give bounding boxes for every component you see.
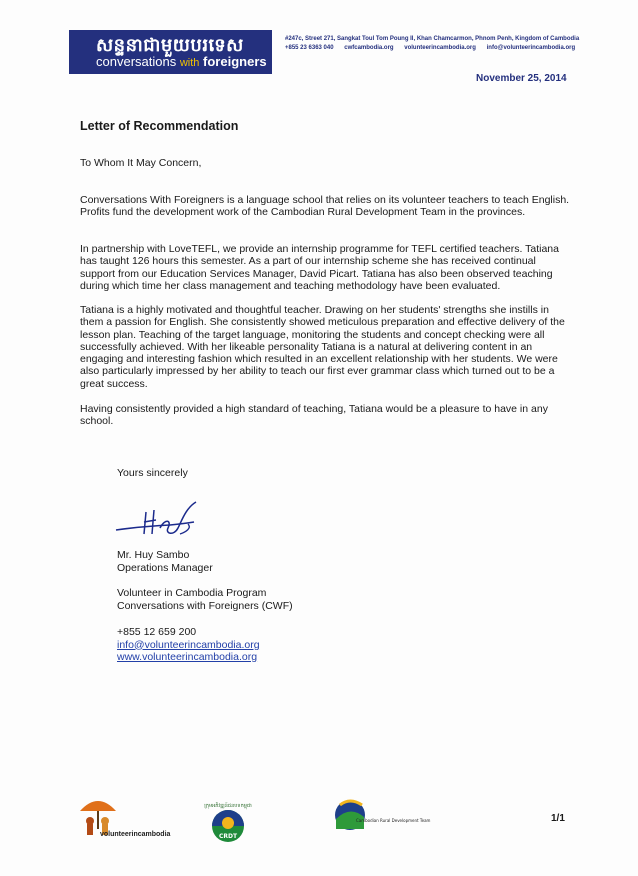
rural-development-logo xyxy=(332,795,431,841)
paragraph-3: Tatiana is a highly motivated and thoughtful teacher. Drawing on her students' strengths she instills in them a passion for English. She consistently showed meticulous preparation and effective delivery of the lesson plan. Teaching of the target language, monitoring the students and concept checking were all successfully achieved. With her likeable personality Tatiana is a natural at delivering content in an engaging and interesting fashion which resulted in an excellent relationship with her students. We were also particularly impressed by her ability to teach our first ever grammar class which turned out to be a great success. xyxy=(80,304,565,390)
paragraph-4: Having consistently provided a high standard of teaching, Tatiana would be a pleasure to have in any school. xyxy=(80,403,548,428)
handwritten-signature xyxy=(110,498,200,544)
signer-title: Operations Manager xyxy=(117,561,213,574)
crdt-logo-khmer: ក្រុមអភិវឌ្ឍន៍ជនបទកម្ពុជា xyxy=(204,803,252,809)
header-phone: +855 23 6363 040 xyxy=(285,45,334,51)
header-email: info@volunteerincambodia.org xyxy=(486,45,576,51)
letter-date: November 25, 2014 xyxy=(476,73,567,84)
logo-word-conversations: conversations xyxy=(96,54,177,69)
rural-dev-logo-text: Cambodian Rural Development Team xyxy=(356,818,431,823)
volunteer-logo-text: volunteerincambodia xyxy=(100,831,171,838)
org-line-2: Conversations with Foreigners (CWF) xyxy=(117,599,293,612)
logo-word-foreigners: foreigners xyxy=(203,54,267,69)
paragraph-2: In partnership with LoveTEFL, we provide an internship programme for TEFL certified teachers. Tatiana has taught 126 hours this semester. As a part of our internship scheme she has received continual support from our Education Services Manager, David Picart. Tatiana has also been observed teaching during which time her class management and teaching methodology have been evaluated. xyxy=(80,243,559,292)
header-site-vic: volunteerincambodia.org xyxy=(404,45,476,51)
salutation: To Whom It May Concern, xyxy=(80,157,202,169)
contact-line xyxy=(285,44,584,53)
letter-title: Letter of Recommendation xyxy=(80,119,239,133)
paragraph-1: Conversations With Foreigners is a language school that relies on its volunteer teachers to teach English. Profits fund the development work of the Cambodian Rural Development Team in the provinces. xyxy=(80,194,570,219)
address-line: #247c, Street 271, Sangkat Toul Tom Poung II, Khan Chamcarmon, Phnom Penh, Kingdom of Cambodia xyxy=(285,36,580,42)
page-number: 1/1 xyxy=(551,813,565,824)
header-address-block xyxy=(285,35,584,53)
header-site-cwf: cwfcambodia.org xyxy=(344,45,394,51)
crdt-logo-text: CRDT xyxy=(218,833,238,840)
contact-web-link[interactable]: www.volunteerincambodia.org xyxy=(117,651,258,663)
signer-name: Mr. Huy Sambo xyxy=(117,549,190,561)
logo-khmer-text: សន្ទនាជាមួយបរទេស xyxy=(96,35,244,55)
closing: Yours sincerely xyxy=(117,467,188,479)
contact-email-link[interactable]: info@volunteerincambodia.org xyxy=(117,638,260,651)
crdt-logo xyxy=(205,798,251,844)
signer-block xyxy=(117,549,213,574)
logo-english-text xyxy=(96,54,267,69)
logo-word-with: with xyxy=(179,57,200,69)
contact-block xyxy=(117,626,260,664)
contact-phone: +855 12 659 200 xyxy=(117,626,197,638)
organization-block xyxy=(117,587,293,612)
org-line-1: Volunteer in Cambodia Program xyxy=(117,587,267,599)
